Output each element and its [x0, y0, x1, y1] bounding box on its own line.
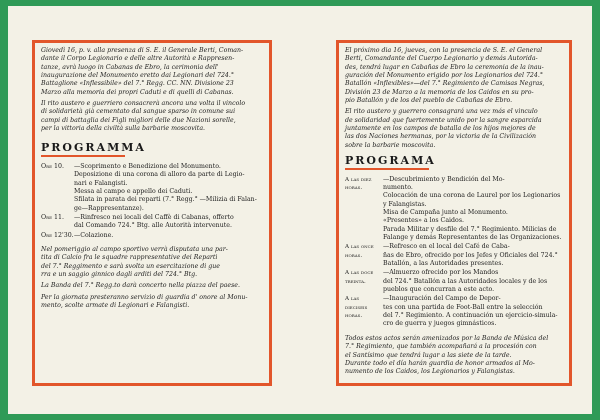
text-line: dante il Corpo Legionario e delle altre Autorità e Rappresen-	[41, 55, 235, 63]
program-item	[41, 214, 263, 231]
text-line: El próximo dia 16, jueves, con la presencia de S. E. el General	[345, 47, 543, 54]
text-line: —Inauguración del Campo de Depor-	[383, 295, 501, 303]
text-line: El rito austero y guerrero consagrará una vez más el vinculo	[345, 108, 538, 116]
spanish-intro-2	[345, 108, 563, 150]
text-line: Battaglione «Inflessibile» del 7.° Regg. CC. NN. Divisione 23	[41, 80, 234, 88]
item-time: Ore 12'30.	[41, 231, 74, 239]
afternoon-text	[41, 246, 263, 279]
text-line: —Refresco en el local del Café de Caba-	[383, 243, 510, 251]
text-line: inaugurazione del Monumento eretto dai Legionari del 724.°	[41, 72, 235, 80]
text-line: Durante todo el día harán guardia de honor armados al Mo-	[345, 359, 535, 367]
text-line: Per la giornata presteranno servizio di guardia d' onore al Monu-	[41, 293, 248, 301]
item-time: A las diez horas.	[345, 176, 372, 191]
text-line: mento, scolte armate di Legionari e Falangisti.	[41, 302, 190, 310]
heading-underline	[345, 168, 429, 170]
program-item	[41, 232, 263, 240]
program-item	[41, 163, 263, 213]
text-line: numento de los Caidos, los Legionarios y Falangistas.	[345, 368, 515, 376]
program-item	[345, 269, 563, 294]
text-line: —Descubrimiento y Bendición del Mo-	[383, 175, 505, 183]
text-line: Deposizione di una corona di alloro da parte di Legio-	[74, 171, 245, 179]
text-line: del 724.° Batallón a las Autoridades locales y de los	[383, 277, 548, 285]
text-line: cro de guerra y juegos gimnásticos.	[383, 320, 497, 328]
programma-heading: PROGRAMMA	[41, 141, 146, 155]
text-line: per la vittoria della civiltà sulla barbarie moscovita.	[41, 125, 206, 133]
program-item	[345, 243, 563, 268]
text-line: las dos Naciones hermanas, por la victoria de la Civilización	[345, 133, 537, 141]
item-time: Ore 10.	[41, 162, 64, 170]
text-line: Parada Militar y desfile del 7.° Regimiento. Milicias de	[383, 225, 557, 233]
spanish-panel	[336, 40, 572, 386]
programa-heading: PROGRAMA	[345, 154, 436, 168]
item-time: A las dieciseis horas.	[345, 296, 368, 320]
italian-intro-2	[41, 100, 263, 133]
text-line: des, tendrá lugar en Cabañas de Ebro la ceremonia de la inau-	[345, 63, 544, 71]
italian-intro	[41, 47, 263, 97]
text-line: tanze, avrà luogo in Cabanas de Ebro, la cerimonia dell'	[41, 63, 219, 71]
text-line: del 7.° Regimiento. A continuación un ejercicio-simula-	[383, 312, 558, 320]
item-time: A las doce treinta.	[345, 270, 374, 285]
text-line: pio Batallón y de los del pueblo de Cabañas de Ebro.	[345, 97, 513, 105]
text-line: Berti, Comandante del Cuerpo Legionario y demás Autorida-	[345, 55, 538, 63]
text-line: nari e Falangisti.	[74, 179, 128, 187]
text-line: Messa al campo e appello dei Caduti.	[74, 187, 193, 195]
text-line: —Rinfresco nei locali del Caffè di Cabanas, offerto	[74, 214, 234, 221]
heading-underline	[41, 155, 125, 157]
text-line: tes con una partida de Foot-Ball entre la selección	[383, 303, 543, 311]
program-item	[345, 176, 563, 243]
text-line: del 7.° Reggimento e sarà svolta un esercitazione di gue	[41, 262, 220, 270]
text-line: di solidarietà già cementato dal sangue sparso in comune sui	[41, 108, 236, 116]
text-line: tita di Calcio fra le squadre rappresentative dei Reparti	[41, 254, 218, 262]
text-line: rra e un saggio ginnico dagli arditi del 724.° Btg.	[41, 271, 198, 279]
text-line: Il rito austero e guerriero consacrerà ancora una volta il vincolo	[41, 100, 246, 108]
text-line: Falange y demás Representantes de las Organizaciones.	[383, 234, 562, 242]
italian-panel	[32, 40, 272, 386]
item-time: A las once horas.	[345, 244, 374, 259]
text-line: sobre la barbarie moscovita.	[345, 141, 436, 149]
text-line: —Scoprimento e Benedizione del Monumento.	[74, 162, 221, 170]
text-line: guración del Monumento erigido por los Legionarios del 724.°	[345, 72, 543, 80]
item-time: Ore 11.	[41, 214, 64, 221]
text-line: —Colazione.	[74, 231, 114, 239]
text-line: La Banda del 7.° Regg.to darà concerto nella piazza del paese.	[41, 282, 240, 290]
text-line: Sfilata in parata dei reparti (7.° Regg.° —Milizia di Falan-	[74, 196, 257, 204]
text-line: Batallón, a las Autoridades presentes.	[383, 260, 504, 268]
text-line: Misa de Campaña junto al Monumento.	[383, 209, 508, 216]
text-line: ñas de Ebro, ofrecido por los Jefes y Oficiales del 724.°	[383, 251, 558, 259]
text-line: juntamente en los campos de batalla de los hijos mejores de	[345, 125, 536, 133]
text-line: de solidaridad que fuertemente unido por la sangre esparcida	[345, 116, 542, 124]
guard-text	[41, 294, 263, 311]
text-line: —Almuerzo ofrecido por los Mandos	[383, 269, 499, 277]
text-line: el Santísimo que tendrá lugar a las siete de la tarde.	[345, 351, 512, 359]
text-line: numento.	[383, 183, 413, 191]
text-line: Marzo alla memoria dei propri Caduti e di quelli di Cabanas.	[41, 88, 234, 96]
text-line: Todos estos actos serán amenizados por la Banda de Música del	[345, 334, 549, 342]
text-line: Batallón «Inflexibles»—del 7.° Regimiento de Camisas Negras,	[345, 80, 545, 88]
text-line: ge—Rappresentanze).	[74, 204, 144, 212]
text-line: Colocación de una corona de Laurel por los Legionarios	[383, 192, 561, 200]
text-line: pueblos que concurran a este acto.	[383, 286, 495, 294]
text-line: Giovedì 16, p. v. alla presenza di S. E. il Generale Berti, Coman-	[41, 47, 244, 54]
text-line: y Falangistas.	[383, 200, 427, 208]
closing-text	[345, 335, 563, 377]
spanish-intro	[345, 47, 563, 105]
text-line: División 23 de Marzo a la memoria de los Caidos en su pro-	[345, 88, 534, 96]
document-sheet	[8, 6, 592, 414]
band-text	[41, 282, 263, 290]
text-line: 7.° Regimiento, que también acompañará a la procesión con	[345, 343, 537, 351]
text-line: Nel pomeriggio al campo sportivo verrà disputata una par-	[41, 246, 228, 254]
text-line: «Presentes» a los Caidos.	[383, 217, 465, 225]
program-item	[345, 295, 563, 328]
text-line: campi di battaglia dei Figli migliori delle due Nazioni sorelle,	[41, 116, 236, 124]
text-line: dal Comando 724.° Btg. alle Autorità intervenute.	[74, 222, 232, 230]
